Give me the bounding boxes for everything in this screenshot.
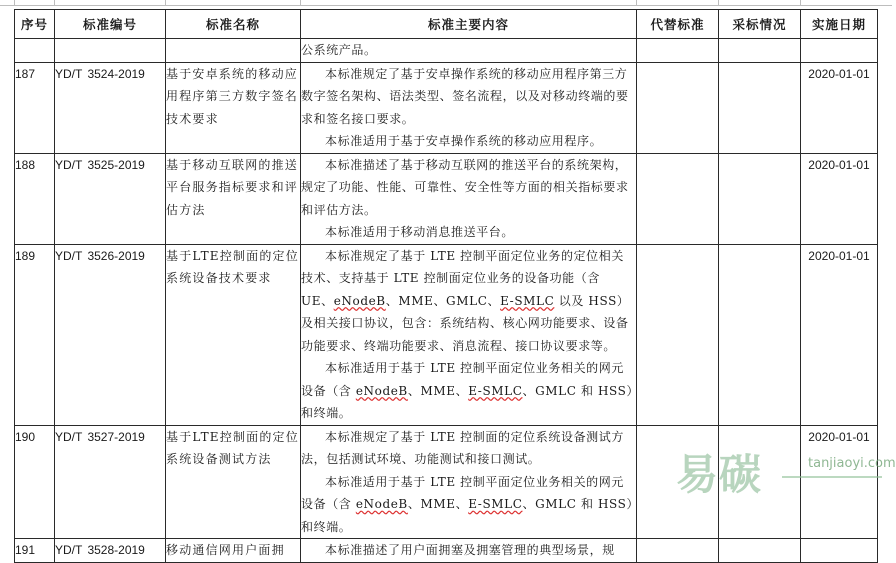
content-text: 本标准适用于基于 LTE 控制平面定位业务相关的网元设备（含	[301, 361, 624, 398]
row-date: 2020-01-01	[801, 425, 878, 539]
row-code: YD/T 3524-2019	[55, 62, 166, 153]
row-seq: 191	[15, 539, 55, 563]
row-replaces	[637, 153, 719, 244]
content-paragraph	[301, 130, 636, 153]
content-text: 、GMLC 和 HSS）和终端。	[301, 383, 634, 420]
watermark-line	[782, 476, 882, 478]
row-date: 2020-01-01	[801, 62, 878, 153]
content-text: 本标准描述了基于移动互联网的推送平台的系统架构，规定了功能、性能、可靠性、安全性等方面的相关指标要求和评估方法。	[301, 157, 629, 217]
content-text: 本标准规定了基于 LTE 控制平面定位业务的定位相关技术、支持基于 LTE 控制面定位业务的设备功能（含 UE、	[301, 248, 624, 308]
row-seq: 189	[15, 244, 55, 425]
row-name: 基于LTE控制面的定位系统设备测试方法	[166, 425, 301, 539]
spellcheck-term: eNodeB	[333, 293, 386, 308]
watermark-logo	[676, 440, 896, 499]
table-row	[15, 539, 878, 563]
header-adoption: 采标情况	[719, 10, 801, 39]
row-code: YD/T 3528-2019	[55, 539, 166, 563]
content-paragraph	[301, 539, 636, 562]
row-code: YD/T 3527-2019	[55, 425, 166, 539]
header-ruler	[0, 0, 892, 6]
content-text: 本标准适用于移动消息推送平台。	[325, 225, 515, 239]
row-replaces	[637, 244, 719, 425]
table-row	[15, 62, 878, 153]
content-paragraph	[301, 245, 636, 358]
continuation-text: 公系统产品。	[301, 39, 637, 63]
row-adoption	[719, 539, 801, 563]
row-content	[301, 244, 637, 425]
table-row	[15, 153, 878, 244]
content-text: 本标准规定了基于 LTE 控制面的定位系统设备测试方法，包括测试环境、功能测试和接口测试。	[301, 429, 624, 466]
content-paragraph	[301, 221, 636, 244]
spellcheck-term: E-SMLC	[500, 293, 555, 308]
row-content	[301, 425, 637, 539]
row-name: 基于LTE控制面的定位系统设备技术要求	[166, 244, 301, 425]
header-content: 标准主要内容	[301, 10, 637, 39]
row-adoption	[719, 153, 801, 244]
watermark-url: tanjiaoyi.com	[808, 456, 896, 471]
row-seq: 188	[15, 153, 55, 244]
row-replaces	[637, 539, 719, 563]
content-text: 、MME、	[407, 497, 469, 511]
row-replaces	[637, 62, 719, 153]
content-paragraph	[301, 63, 636, 131]
row-name: 基于移动互联网的推送平台服务指标要求和评估方法	[166, 153, 301, 244]
row-content	[301, 539, 637, 563]
row-seq: 190	[15, 425, 55, 539]
row-code: YD/T 3526-2019	[55, 244, 166, 425]
content-text: 本标准适用于基于安卓操作系统的移动应用程序。	[325, 134, 603, 148]
spellcheck-term: eNodeB	[355, 383, 408, 398]
continuation-row	[15, 39, 878, 63]
row-adoption	[719, 62, 801, 153]
content-text: 以及 HSS）及相关接口协议，包含：系统结构、核心网功能要求、设备功能要求、终端功能要求、消息流程、接口协议要求等。	[301, 293, 630, 353]
content-paragraph	[301, 154, 636, 222]
row-content	[301, 62, 637, 153]
spellcheck-term: E-SMLC	[468, 497, 523, 511]
header-date: 实施日期	[801, 10, 878, 39]
header-replaces: 代替标准	[637, 10, 719, 39]
content-paragraph	[301, 471, 636, 539]
content-text: 、MME、	[407, 383, 469, 398]
header-code: 标准编号	[55, 10, 166, 39]
watermark-brand: 易碳	[676, 450, 763, 499]
row-code: YD/T 3525-2019	[55, 153, 166, 244]
content-paragraph	[301, 426, 636, 471]
row-seq: 187	[15, 62, 55, 153]
row-adoption	[719, 244, 801, 425]
header-name: 标准名称	[166, 10, 301, 39]
spellcheck-term: E-SMLC	[468, 383, 523, 398]
content-text: 、GMLC 和 HSS）和终端。	[301, 497, 634, 534]
table-row	[15, 244, 878, 425]
content-text: 、MME、GMLC、	[385, 293, 501, 308]
row-date	[801, 539, 878, 563]
row-name: 移动通信网用户面拥	[166, 539, 301, 563]
row-name: 基于安卓系统的移动应用程序第三方数字签名技术要求	[166, 62, 301, 153]
row-date: 2020-01-01	[801, 153, 878, 244]
spellcheck-term: eNodeB	[355, 497, 408, 511]
content-text: 本标准描述了用户面拥塞及拥塞管理的典型场景，规	[325, 543, 615, 557]
row-date: 2020-01-01	[801, 244, 878, 425]
content-paragraph	[301, 357, 636, 425]
content-text: 本标准规定了基于安卓操作系统的移动应用程序第三方数字签名架构、语法类型、签名流程，以及对移动终端的要求和签名接口要求。	[301, 66, 629, 126]
table-header-row	[15, 10, 878, 39]
row-content	[301, 153, 637, 244]
header-seq: 序号	[15, 10, 55, 39]
content-text: 本标准适用于基于 LTE 控制平面定位业务相关的网元设备（含	[301, 474, 624, 511]
